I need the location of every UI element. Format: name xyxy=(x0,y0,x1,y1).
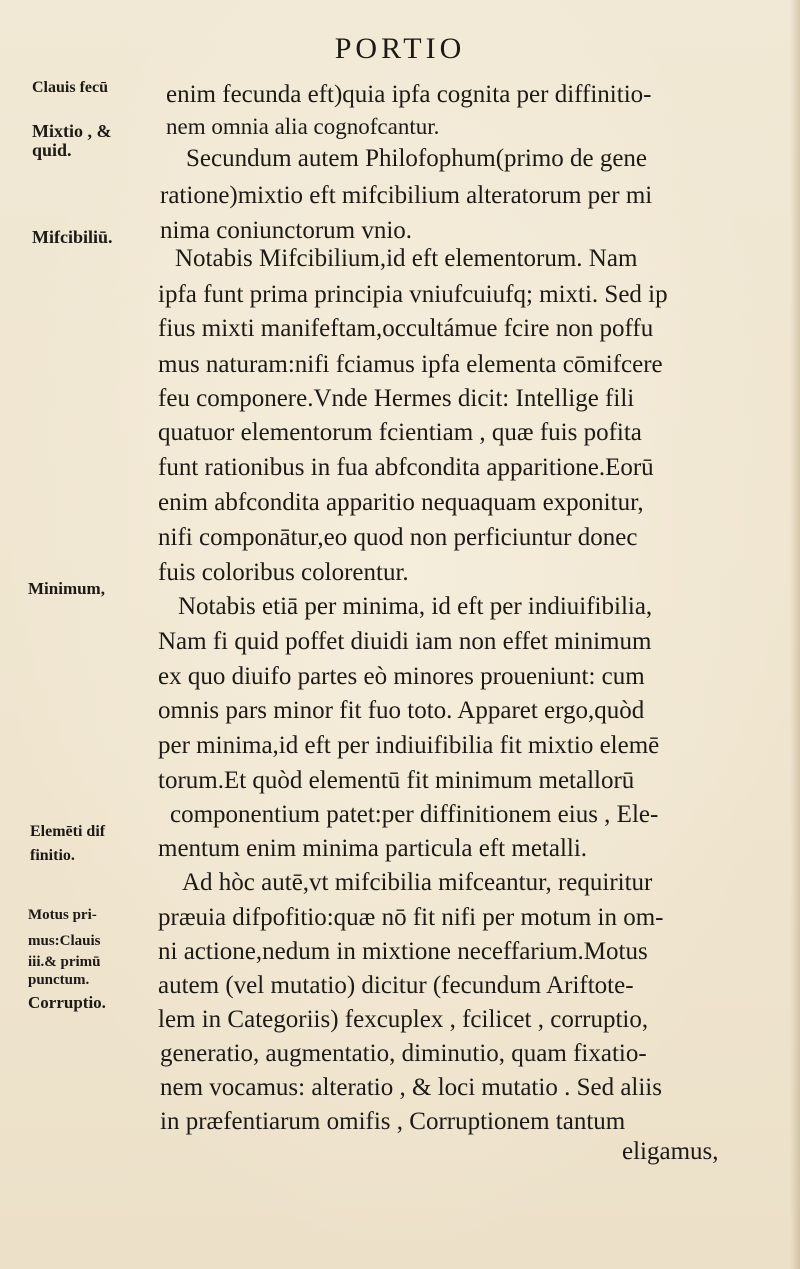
body-line: ipfa funt prima principia vniufcuiufq; mixti. Sed ip xyxy=(158,281,668,308)
body-line: Notabis Mifcibilium,id eft elementorum. Nam xyxy=(175,245,638,272)
running-head: PORTIO xyxy=(334,32,466,65)
body-line: omnis pars minor fit fuo toto. Apparet ergo,quòd xyxy=(158,697,645,724)
body-line: Ad hòc autē,vt mifcibilia mifceantur, requiritur xyxy=(182,869,653,896)
margin-note-line: punctum. xyxy=(28,972,90,988)
margin-note-line: Minimum, xyxy=(28,579,105,598)
margin-note-line: Elemēti dif xyxy=(30,823,106,840)
margin-note-line: Motus pri- xyxy=(28,907,97,923)
body-line: Secundum autem Philofophum(primo de gene xyxy=(186,145,648,172)
body-line: quatuor elementorum fcientiam , quæ fuis pofita xyxy=(158,419,642,446)
body-line: feu componere.Vnde Hermes dicit: Intellige fili xyxy=(158,385,635,412)
body-line: autem (vel mutatio) dicitur (fecundum Ariftote- xyxy=(158,972,634,999)
margin-note-line: Mifcibiliū. xyxy=(32,227,113,247)
body-line: torum.Et quòd elementū fit minimum metallorū xyxy=(158,767,635,794)
margin-note-line: Mixtio , & xyxy=(32,121,112,141)
margin-note-line: finitio. xyxy=(30,847,75,864)
body-line: nem vocamus: alteratio , & loci mutatio . Sed aliis xyxy=(160,1074,662,1101)
body-line: in præfentiarum omifis , Corruptionem tantum xyxy=(160,1108,626,1135)
body-line: componentium patet:per diffinitionem eius , Ele- xyxy=(170,801,659,828)
body-line: enim abfcondita apparitio nequaquam exponitur, xyxy=(158,489,644,516)
body-line: fius mixti manifeftam,occultámue fcire non poffu xyxy=(158,315,654,342)
body-line: præuia difpofitio:quæ nō fit nifi per motum in om- xyxy=(158,904,664,931)
margin-note-line: Corruptio. xyxy=(28,993,106,1012)
body-line: enim fecunda eft)quia ipfa cognita per diffinitio- xyxy=(166,81,652,108)
margin-note-line: quid. xyxy=(32,140,72,160)
body-line: funt rationibus in fua abfcondita apparitione.Eorū xyxy=(158,454,654,481)
body-line: generatio, augmentatio, diminutio, quam fixatio- xyxy=(160,1040,647,1067)
body-line: ex quo diuifo partes eò minores proueniunt: cum xyxy=(158,663,645,690)
body-line: fuis coloribus colorentur. xyxy=(158,559,409,586)
catchword: eligamus, xyxy=(622,1138,719,1165)
body-line: mus naturam:nifi fciamus ipfa elementa cōmifcere xyxy=(158,351,663,378)
body-line: ratione)mixtio eft mifcibilium alteratorum per mi xyxy=(160,182,653,209)
margin-note-line: Clauis fecū xyxy=(32,79,108,96)
body-line: lem in Categoriis) fexcuplex , fcilicet , corruptio, xyxy=(158,1006,649,1033)
body-line: mentum enim minima particula eft metalli. xyxy=(158,835,588,862)
body-line: ni actione,nedum in mixtione neceffarium.Motus xyxy=(158,938,648,965)
body-line: nem omnia alia cognofcantur. xyxy=(166,114,440,139)
margin-note-line: iii.& primū xyxy=(28,954,101,970)
body-line: Notabis etiā per minima, id eft per indiuifibilia, xyxy=(178,593,653,620)
body-line: nima coniunctorum vnio. xyxy=(160,217,413,244)
body-line: per minima,id eft per indiuifibilia fit mixtio elemē xyxy=(158,732,660,759)
margin-note-line: mus:Clauis xyxy=(28,933,101,949)
body-line: Nam fi quid poffet diuidi iam non effet minimum xyxy=(158,628,652,655)
body-line: nifi componātur,eo quod non perficiuntur donec xyxy=(158,524,638,551)
